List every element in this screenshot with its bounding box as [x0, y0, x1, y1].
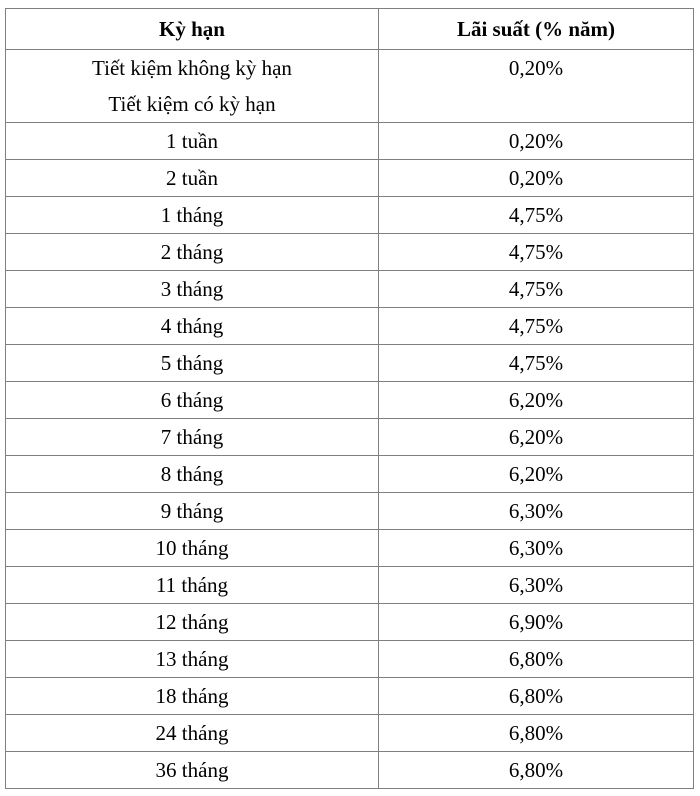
table-row	[6, 456, 694, 493]
term-cell: 12 tháng	[6, 604, 379, 641]
table-row	[6, 567, 694, 604]
rate-cell: 0,20%	[379, 123, 694, 160]
term-cell: 10 tháng	[6, 530, 379, 567]
rate-cell: 4,75%	[379, 308, 694, 345]
term-cell: 7 tháng	[6, 419, 379, 456]
table-row	[6, 604, 694, 641]
rate-cell: 0,20%	[379, 160, 694, 197]
table-row	[6, 345, 694, 382]
table-row	[6, 197, 694, 234]
header-interest-rate: Lãi suất (% năm)	[379, 9, 694, 50]
rate-cell: 4,75%	[379, 345, 694, 382]
rate-cell	[379, 86, 694, 123]
term-cell: 36 tháng	[6, 752, 379, 789]
rate-cell: 6,80%	[379, 678, 694, 715]
term-cell: 9 tháng	[6, 493, 379, 530]
table-row	[6, 530, 694, 567]
term-cell: 4 tháng	[6, 308, 379, 345]
term-cell: 24 tháng	[6, 715, 379, 752]
term-cell: Tiết kiệm có kỳ hạn	[6, 86, 379, 123]
table-row	[6, 234, 694, 271]
table-row	[6, 382, 694, 419]
term-cell: 6 tháng	[6, 382, 379, 419]
rate-cell: 6,80%	[379, 641, 694, 678]
term-cell: 1 tháng	[6, 197, 379, 234]
rate-cell: 6,30%	[379, 530, 694, 567]
term-cell: 2 tuần	[6, 160, 379, 197]
rate-cell: 6,30%	[379, 567, 694, 604]
table-row	[6, 493, 694, 530]
table-header-row	[6, 9, 694, 50]
table-row	[6, 678, 694, 715]
term-cell: 5 tháng	[6, 345, 379, 382]
interest-rate-table	[5, 8, 694, 789]
rate-cell: 4,75%	[379, 271, 694, 308]
term-cell: 18 tháng	[6, 678, 379, 715]
rate-cell: 0,20%	[379, 50, 694, 87]
term-cell: 8 tháng	[6, 456, 379, 493]
table-row	[6, 308, 694, 345]
table-row	[6, 752, 694, 789]
table-row	[6, 160, 694, 197]
rate-cell: 6,80%	[379, 752, 694, 789]
header-term: Kỳ hạn	[6, 9, 379, 50]
term-cell: Tiết kiệm không kỳ hạn	[6, 50, 379, 87]
table-row	[6, 419, 694, 456]
rate-cell: 6,80%	[379, 715, 694, 752]
term-cell: 11 tháng	[6, 567, 379, 604]
table-row	[6, 86, 694, 123]
rate-cell: 6,90%	[379, 604, 694, 641]
term-cell: 13 tháng	[6, 641, 379, 678]
rate-cell: 6,20%	[379, 456, 694, 493]
term-cell: 1 tuần	[6, 123, 379, 160]
rate-cell: 6,20%	[379, 419, 694, 456]
term-cell: 3 tháng	[6, 271, 379, 308]
table-row	[6, 271, 694, 308]
table-row	[6, 123, 694, 160]
rate-cell: 6,20%	[379, 382, 694, 419]
table-row	[6, 715, 694, 752]
rate-cell: 4,75%	[379, 234, 694, 271]
table-row	[6, 50, 694, 87]
rate-cell: 4,75%	[379, 197, 694, 234]
table-row	[6, 641, 694, 678]
term-cell: 2 tháng	[6, 234, 379, 271]
rate-cell: 6,30%	[379, 493, 694, 530]
